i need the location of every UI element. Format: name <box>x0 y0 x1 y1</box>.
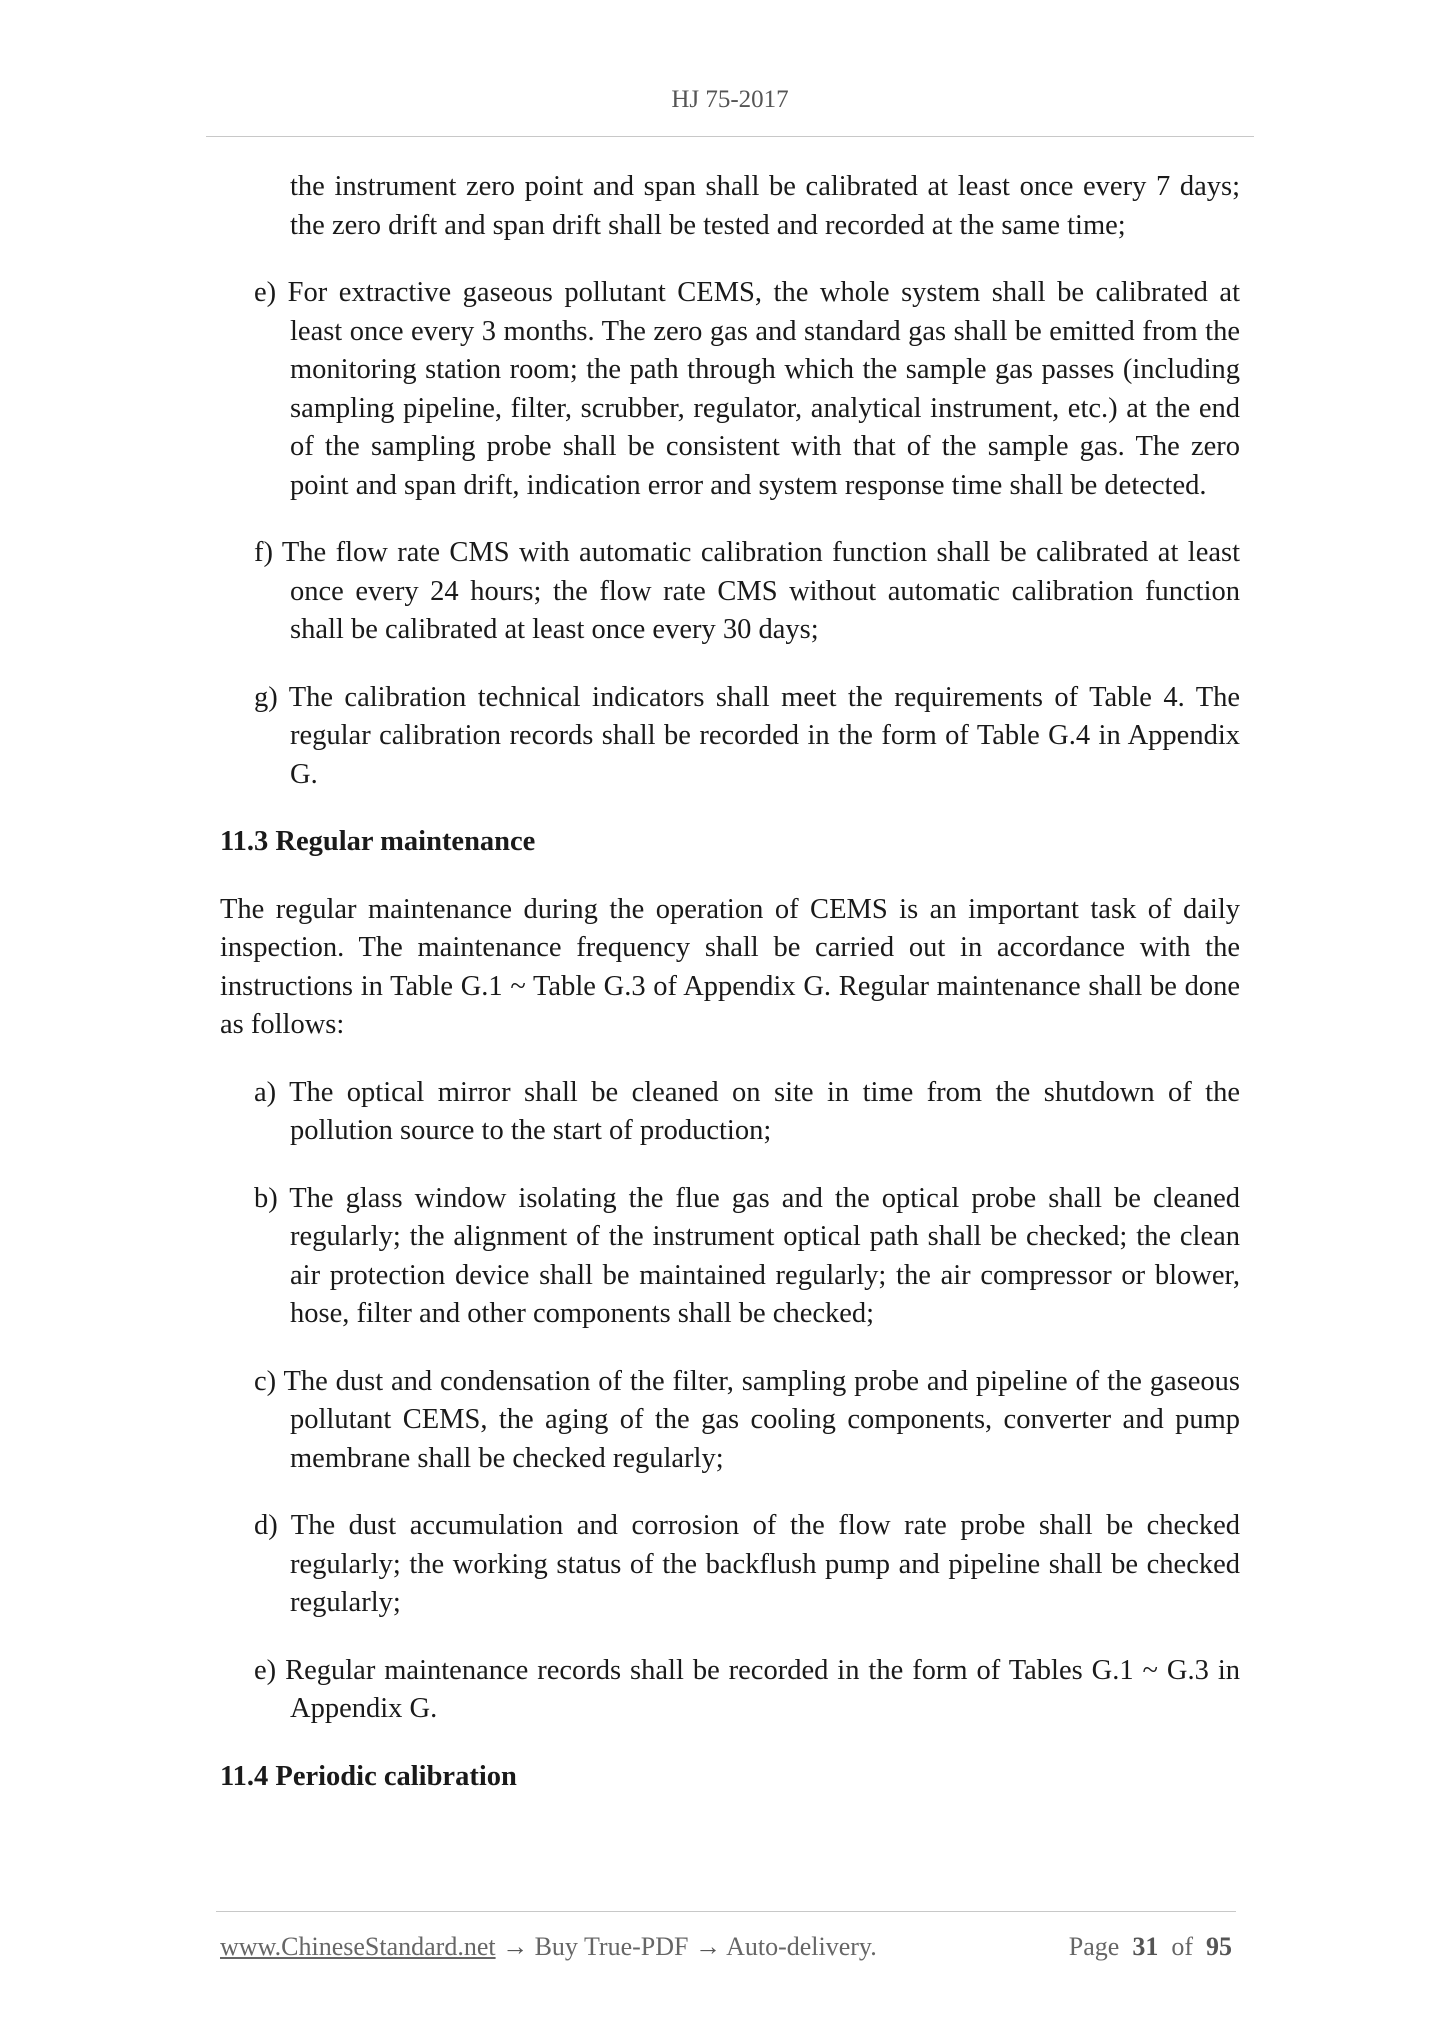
list-text: The dust accumulation and corrosion of the flow rate probe shall be checked regularly; the working status of the backflush pump and pipeline shall be checked regularly; <box>290 1510 1240 1618</box>
list-marker: a) <box>254 1076 277 1108</box>
list-text: Regular maintenance records shall be recorded in the form of Tables G.1 ~ G.3 in Appendix G. <box>285 1654 1240 1724</box>
of-label: of <box>1171 1932 1193 1961</box>
footer-left <box>220 1932 877 1962</box>
list-item-f <box>254 534 1240 650</box>
continuation-text: the instrument zero point and span shall be calibrated at least once every 7 days; the zero drift and span drift shall be tested and recorded at the same time; <box>290 171 1240 241</box>
list-item-c <box>254 1363 1240 1479</box>
list-item-e2 <box>254 1652 1240 1729</box>
list-text: For extractive gaseous pollutant CEMS, the whole system shall be calibrated at least once every 3 months. The zero gas and standard gas shall be emitted from the monitoring station room; the path through which the sample gas passes (including sampling pipeline, filter, scrubber, regulator, analytical instrument, etc.) at the end of the sampling probe shall be consistent with that of the sample gas. The zero point and span drift, indication error and system response time shall be detected. <box>287 277 1240 501</box>
header-divider <box>206 136 1254 137</box>
page-label: Page <box>1068 1932 1120 1961</box>
list-item-g <box>254 679 1240 795</box>
document-body <box>220 168 1240 1825</box>
delivery-text: Auto-delivery. <box>726 1932 877 1961</box>
page-footer <box>220 1932 1232 1962</box>
list-text: The flow rate CMS with automatic calibration function shall be calibrated at least once every 24 hours; the flow rate CMS without automatic calibration function shall be calibrated at least once every 30 days; <box>281 537 1240 645</box>
list-text: The calibration technical indicators shall meet the requirements of Table 4. The regular calibration records shall be recorded in the form of Table G.4 in Appendix G. <box>288 681 1240 790</box>
buy-text: Buy True-PDF <box>534 1932 689 1961</box>
list-marker: g) <box>254 681 278 713</box>
list-marker: e) <box>254 1654 277 1686</box>
total-pages: 95 <box>1206 1932 1232 1961</box>
list-item-e <box>254 274 1240 505</box>
arrow-right-icon: → <box>695 1932 721 1961</box>
section-heading-11-4: 11.4 Periodic calibration <box>220 1760 517 1792</box>
page-number: 31 <box>1132 1932 1159 1961</box>
list-marker: f) <box>254 537 273 568</box>
list-item-a <box>254 1074 1240 1151</box>
page-header: HJ 75-2017 <box>671 86 789 113</box>
list-marker: e) <box>254 277 277 308</box>
list-text: The dust and condensation of the filter, sampling probe and pipeline of the gaseous pollutant CEMS, the aging of the gas cooling components, converter and pump membrane shall be checked regularly; <box>283 1365 1240 1474</box>
footer-divider <box>216 1911 1236 1912</box>
page-indicator <box>1069 1932 1232 1962</box>
list-text: The optical mirror shall be cleaned on site in time from the shutdown of the pollution source to the start of production; <box>289 1076 1240 1146</box>
list-marker: c) <box>254 1365 277 1397</box>
list-text: The glass window isolating the flue gas and the optical probe shall be cleaned regularly; the alignment of the instrument optical path shall be checked; the clean air protection device shall be maintained regularly; the air compressor or blower, hose, filter and other components shall be checked; <box>289 1182 1240 1329</box>
section-heading-11-3: 11.3 Regular maintenance <box>220 826 536 857</box>
arrow-right-icon: → <box>502 1932 529 1961</box>
section-intro: The regular maintenance during the operation of CEMS is an important task of daily inspection. The maintenance frequency shall be carried out in accordance with the instructions in Table G.1 ~ Table G.3 of Appendix G. Regular maintenance shall be done as follows: <box>220 893 1240 1040</box>
list-marker: d) <box>254 1510 278 1541</box>
list-marker: b) <box>254 1182 278 1214</box>
site-link[interactable]: www.ChineseStandard.net <box>220 1932 496 1961</box>
list-item-d <box>254 1507 1240 1623</box>
list-item-b <box>254 1180 1240 1334</box>
